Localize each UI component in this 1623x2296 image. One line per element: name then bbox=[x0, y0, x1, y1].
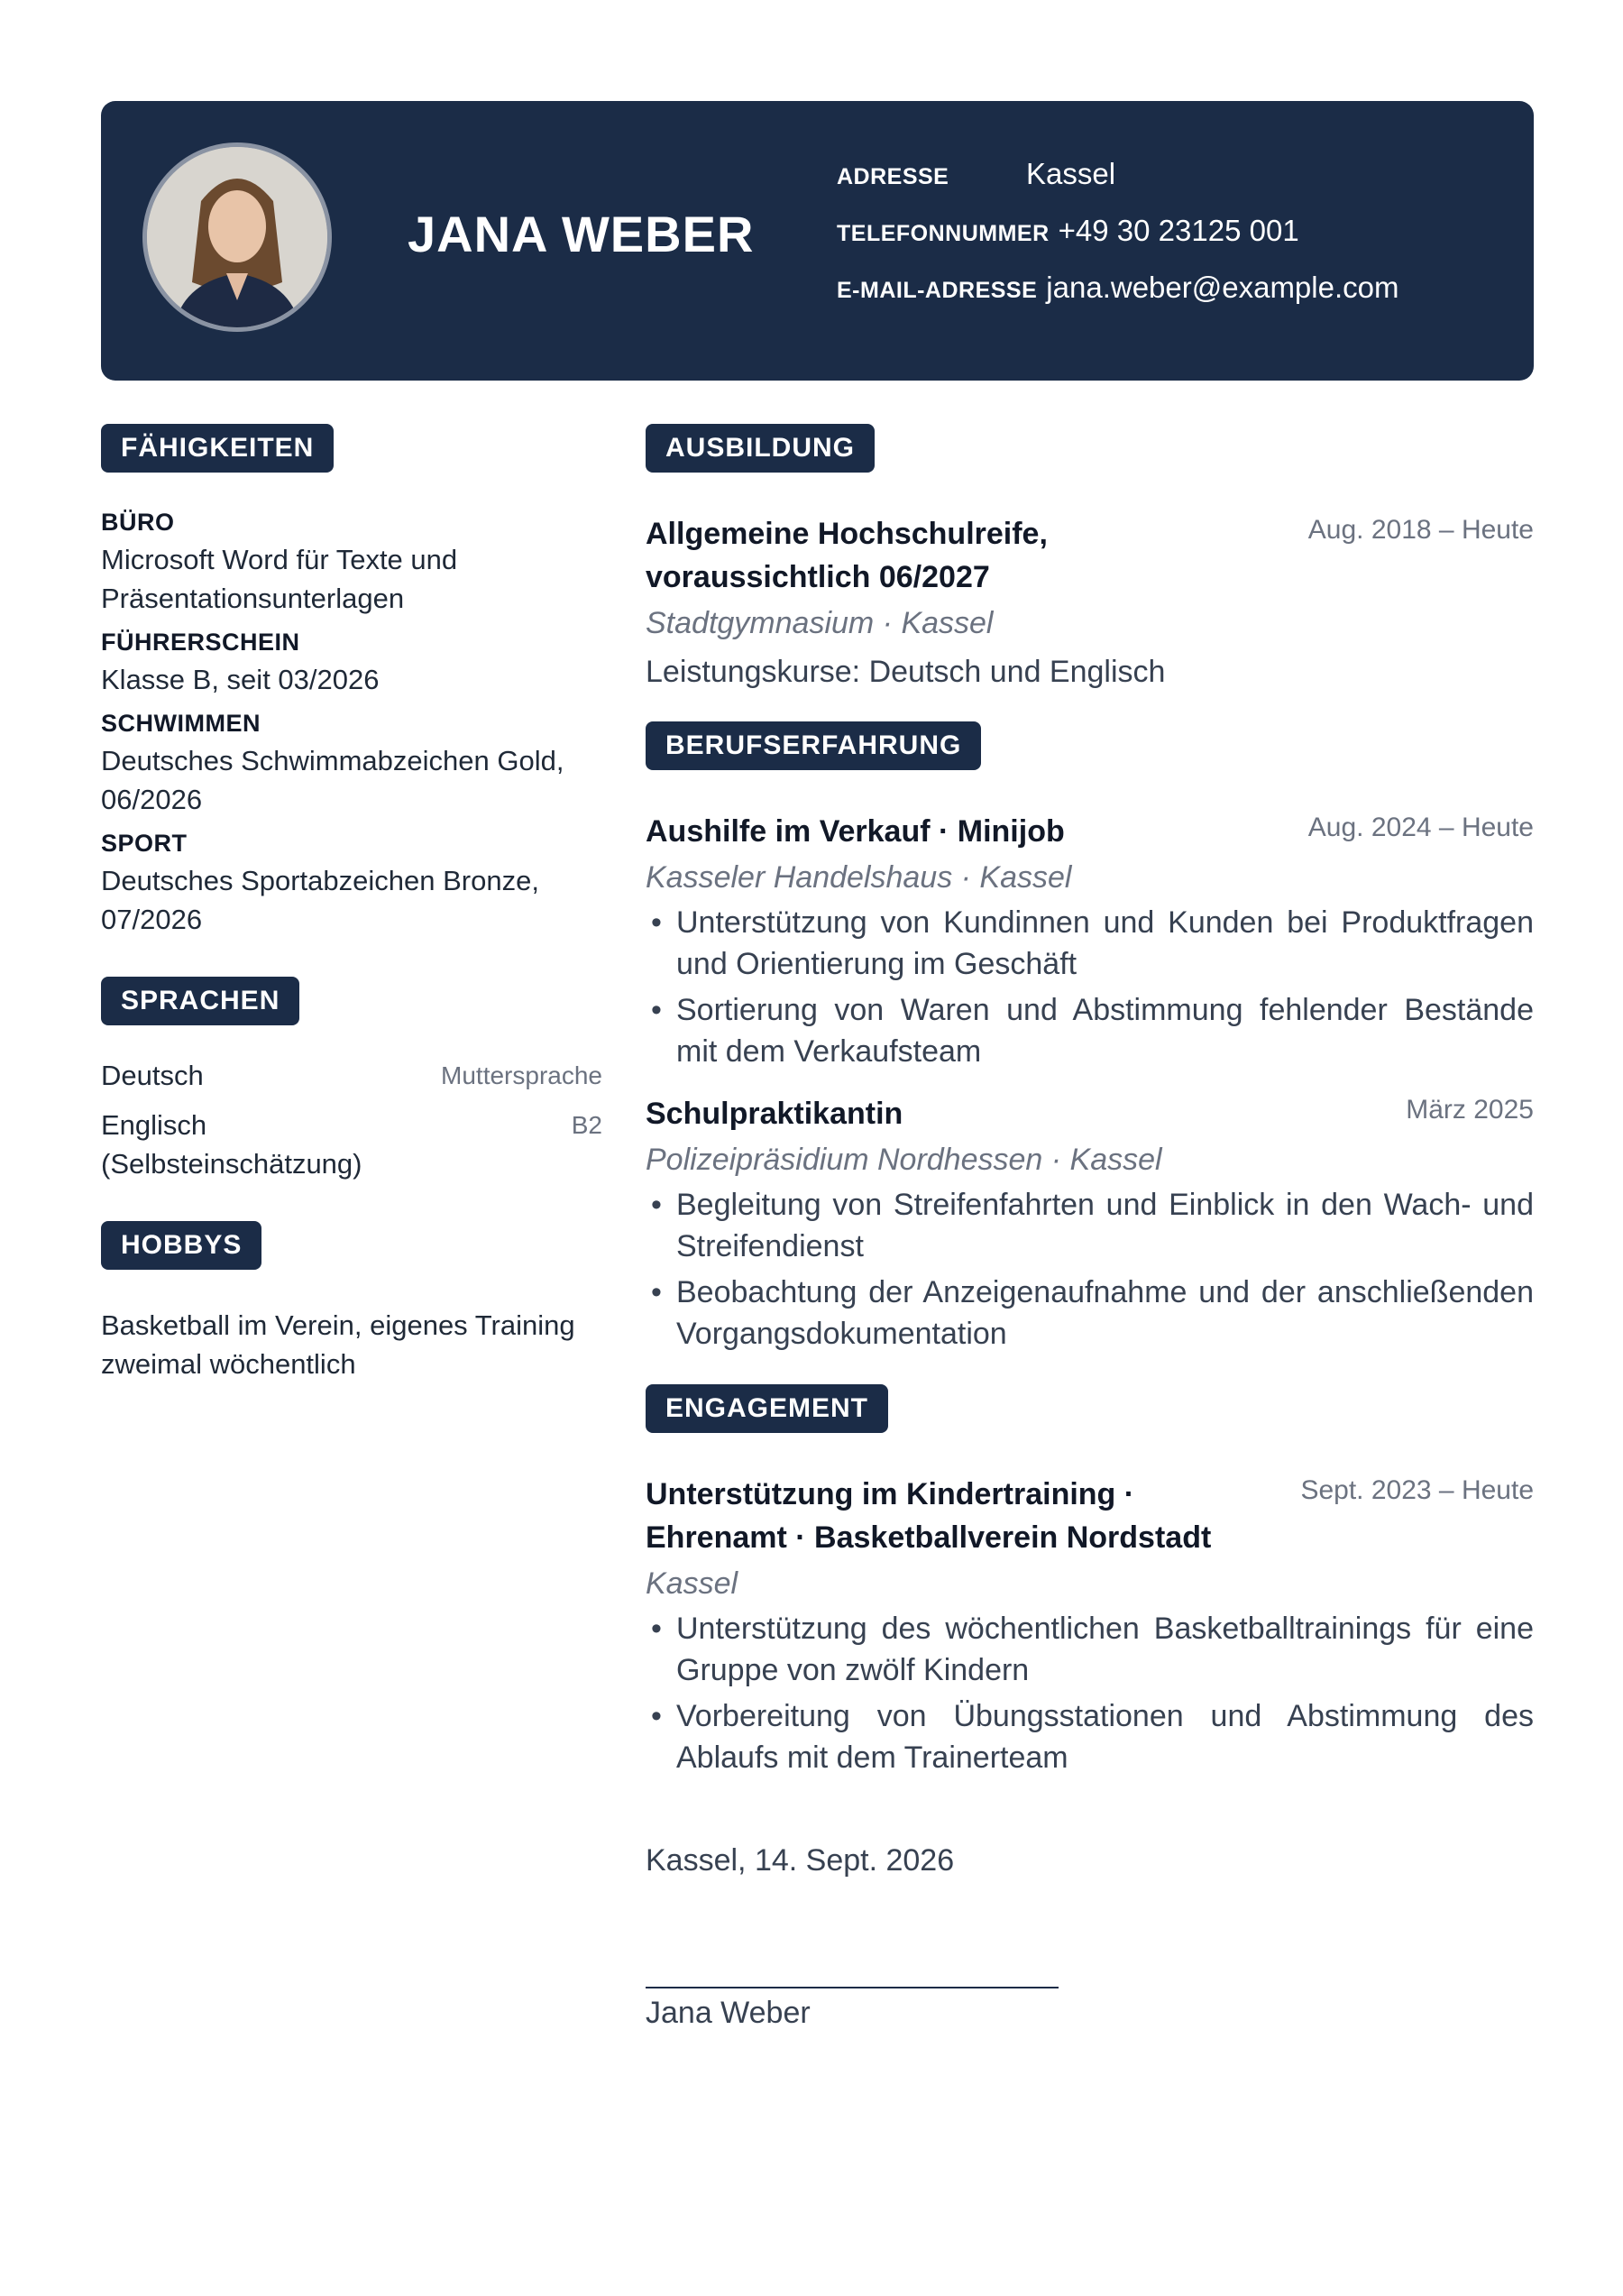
skills-list bbox=[101, 509, 602, 939]
section-title-languages: SPRACHEN bbox=[101, 977, 299, 1025]
contact-address bbox=[837, 157, 1398, 214]
language-item bbox=[101, 1106, 602, 1183]
bullet-item: • Beobachtung der Anzeigenaufnahme und der anschließenden Vorgangsdokumentation bbox=[646, 1272, 1534, 1355]
engagement-entry bbox=[646, 1473, 1534, 1778]
language-item bbox=[101, 1056, 602, 1095]
entry-bullets bbox=[646, 902, 1534, 1072]
place-date: Kassel, 14. Sept. 2026 bbox=[646, 1843, 955, 1878]
skill-label: SPORT bbox=[101, 830, 188, 857]
skill-text: Deutsches Schwimmabzeichen Gold, 06/2026 bbox=[101, 745, 564, 815]
entry-title: Aushilfe im Verkauf · Minijob bbox=[646, 814, 1065, 849]
skill-label: BÜRO bbox=[101, 509, 175, 536]
hobbies-text: Basketball im Verein, eigenes Training zweimal wöchentlich bbox=[101, 1309, 575, 1380]
header-banner bbox=[101, 101, 1534, 381]
signature-name: Jana Weber bbox=[646, 1996, 811, 2030]
contact-value[interactable]: jana.weber@example.com bbox=[1046, 271, 1399, 304]
languages-list bbox=[101, 1056, 602, 1183]
portrait-image bbox=[147, 147, 327, 327]
contact-label: ADRESSE bbox=[837, 164, 949, 189]
entry-date: Aug. 2018 – Heute bbox=[1307, 515, 1534, 545]
education-entry bbox=[646, 512, 1534, 696]
skill-text: Deutsches Sportabzeichen Bronze, 07/2026 bbox=[101, 865, 539, 935]
section-title-skills: FÄHIGKEITEN bbox=[101, 424, 334, 473]
avatar bbox=[142, 142, 332, 332]
language-level: Muttersprache bbox=[441, 1061, 602, 1089]
skill-item bbox=[101, 629, 602, 699]
entry-title: Schulpraktikantin bbox=[646, 1097, 903, 1131]
candidate-name: JANA WEBER bbox=[408, 206, 755, 262]
entry-date: Aug. 2024 – Heute bbox=[1307, 813, 1534, 842]
contact-label: TELEFONNUMMER bbox=[837, 221, 1050, 246]
entry-text: Leistungskurse: Deutsch und Englisch bbox=[646, 655, 1166, 689]
bullet-item: • Unterstützung von Kundinnen und Kunden bei Produktfragen und Orientierung im Geschäft bbox=[646, 902, 1534, 985]
skill-label: SCHWIMMEN bbox=[101, 710, 261, 737]
bullet-item: • Unterstützung des wöchentlichen Basketballtrainings für eine Gruppe von zwölf Kindern bbox=[646, 1608, 1534, 1691]
entry-date: März 2025 bbox=[1406, 1095, 1534, 1125]
skill-label: FÜHRERSCHEIN bbox=[101, 629, 300, 656]
section-title-education: AUSBILDUNG bbox=[646, 424, 875, 473]
entry-org: Stadtgymnasium · Kassel bbox=[646, 606, 994, 640]
skill-item bbox=[101, 710, 602, 819]
bullet-item: • Sortierung von Waren und Abstimmung fehlender Bestände mit dem Verkaufsteam bbox=[646, 989, 1534, 1072]
entry-org: Polizeipräsidium Nordhessen · Kassel bbox=[646, 1143, 1162, 1177]
contact-label: E-MAIL-ADRESSE bbox=[837, 278, 1038, 303]
entry-bullets bbox=[646, 1608, 1534, 1778]
bullet-item: • Vorbereitung von Übungsstationen und Abstimmung des Ablaufs mit dem Trainerteam bbox=[646, 1695, 1534, 1778]
entry-title: Allgemeine Hochschulreife, voraussichtlich 06/2027 bbox=[646, 517, 1048, 594]
language-name: Deutsch bbox=[101, 1060, 204, 1091]
left-column bbox=[101, 424, 602, 1383]
experience-entry bbox=[646, 810, 1534, 1072]
contact-email bbox=[837, 271, 1398, 327]
experience-entry bbox=[646, 1092, 1534, 1355]
entry-header bbox=[646, 810, 1534, 853]
entry-header bbox=[646, 1092, 1534, 1135]
contact-phone bbox=[837, 214, 1398, 271]
entry-title: Unterstützung im Kindertraining · Ehrenamt · Basketballverein Nordstadt bbox=[646, 1477, 1212, 1555]
language-level: B2 bbox=[571, 1111, 602, 1139]
entry-header bbox=[646, 512, 1534, 599]
entry-bullets bbox=[646, 1184, 1534, 1355]
section-title-engagement: ENGAGEMENT bbox=[646, 1384, 888, 1433]
language-name: Englisch (Selbsteinschätzung) bbox=[101, 1109, 362, 1180]
skill-text: Klasse B, seit 03/2026 bbox=[101, 664, 380, 695]
section-title-experience: BERUFSERFAHRUNG bbox=[646, 721, 981, 770]
section-title-hobbies: HOBBYS bbox=[101, 1221, 261, 1270]
contact-value: Kassel bbox=[1026, 157, 1116, 190]
contact-info bbox=[837, 157, 1398, 327]
entry-org: Kasseler Handelshaus · Kassel bbox=[646, 860, 1072, 895]
entry-date: Sept. 2023 – Heute bbox=[1300, 1475, 1534, 1505]
entry-org: Kassel bbox=[646, 1566, 738, 1601]
entry-header bbox=[646, 1473, 1534, 1559]
skill-item bbox=[101, 509, 602, 618]
skill-item bbox=[101, 830, 602, 939]
contact-value[interactable]: +49 30 23125 001 bbox=[1058, 214, 1299, 247]
right-column bbox=[646, 424, 1534, 2031]
skill-text: Microsoft Word für Texte und Präsentationsunterlagen bbox=[101, 544, 458, 614]
signature-line bbox=[646, 1987, 1059, 1988]
bullet-item: • Begleitung von Streifenfahrten und Einblick in den Wach- und Streifendienst bbox=[646, 1184, 1534, 1267]
